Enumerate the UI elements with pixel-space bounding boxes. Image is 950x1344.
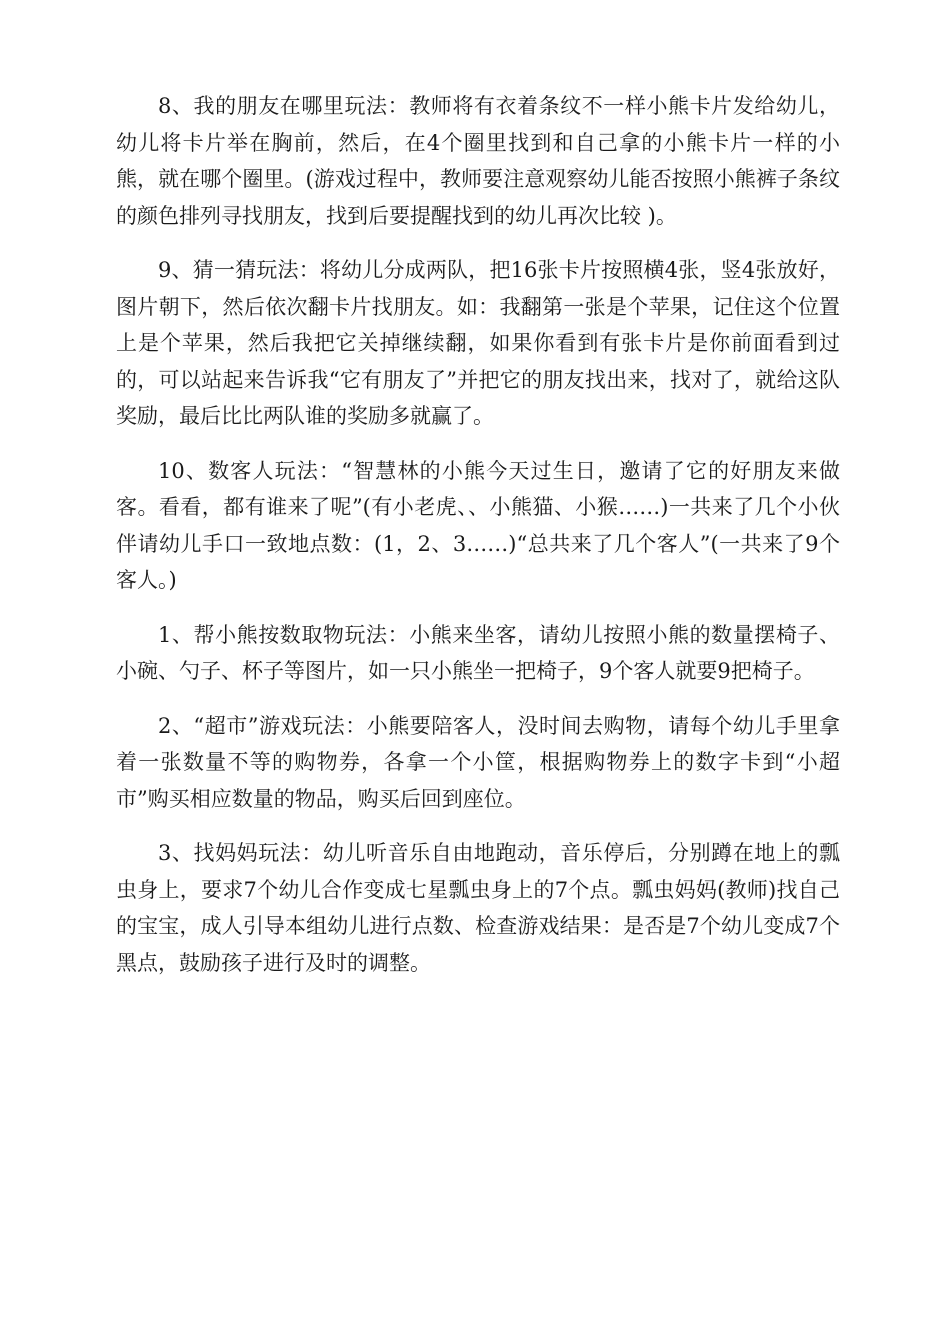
paragraph-activity-3: 3、找妈妈玩法：幼儿听音乐自由地跑动，音乐停后，分别蹲在地上的瓢虫身上，要求7个幼儿合作变成七星瓢虫身上的7个点。瓢虫妈妈(教师)找自己的宝宝，成人引导本组幼儿进行点数、检查游戏结果：是否是7个幼儿变成7个黑点，鼓励孩子进行及时的调整。 xyxy=(116,841,840,975)
paragraph-game-10: 10、数客人玩法：“智慧林的小熊今天过生日，邀请了它的好朋友来做客。看看，都有谁来了呢”(有小老虎、、小熊猫、小猴……)一共来了几个小伙伴请幼儿手口一致地点数：(1，2、3……)“总共来了几个客人”(一共来了9个客人。) xyxy=(116,458,840,592)
paragraph-activity-1: 1、帮小熊按数取物玩法：小熊来坐客，请幼儿按照小熊的数量摆椅子、小碗、勺子、杯子等图片，如一只小熊坐一把椅子，9个客人就要9把椅子。 xyxy=(116,622,840,683)
paragraph-game-8: 8、我的朋友在哪里玩法：教师将有衣着条纹不一样小熊卡片发给幼儿，幼儿将卡片举在胸前，然后，在4个圈里找到和自己拿的小熊卡片一样的小熊，就在哪个圈里。(游戏过程中，教师要注意观察幼儿能否按照小熊裤子条纹的颜色排列寻找朋友，找到后要提醒找到的幼儿再次比较 )。 xyxy=(116,94,840,228)
document-body xyxy=(116,88,840,999)
paragraph-activity-2: 2、“超市”游戏玩法：小熊要陪客人，没时间去购物，请每个幼儿手里拿着一张数量不等的购物券，各拿一个小筐，根据购物券上的数字卡到“小超市”购买相应数量的物品，购买后回到座位。 xyxy=(116,713,840,811)
paragraph-game-9: 9、猜一猜玩法：将幼儿分成两队，把16张卡片按照横4张，竖4张放好，图片朝下，然后依次翻卡片找朋友。如：我翻第一张是个苹果，记住这个位置上是个苹果，然后我把它关掉继续翻，如果你看到有张卡片是你前面看到过的，可以站起来告诉我“它有朋友了”并把它的朋友找出来，找对了，就给这队奖励，最后比比两队谁的奖励多就赢了。 xyxy=(116,258,840,428)
